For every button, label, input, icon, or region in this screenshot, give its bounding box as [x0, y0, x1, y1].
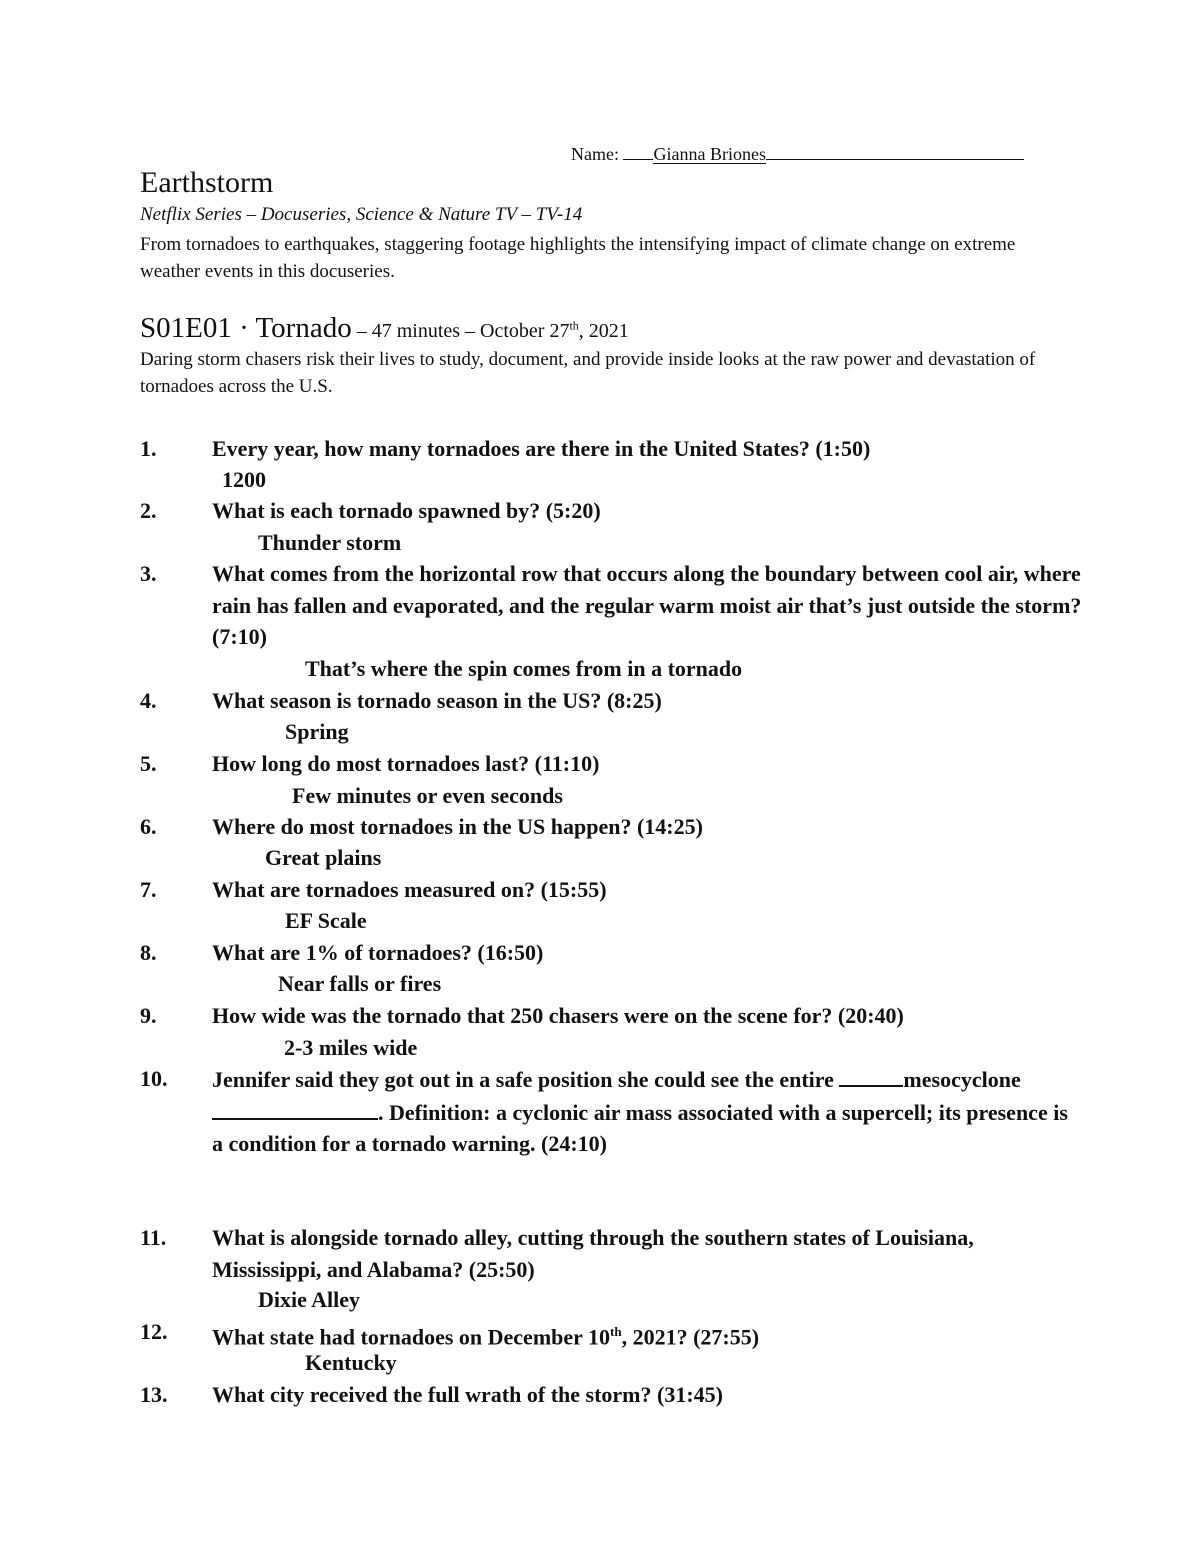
- question-text: How wide was the tornado that 250 chasers were on the scene for? (20:40): [212, 1003, 904, 1028]
- question-text: Where do most tornadoes in the US happen? (14:25): [212, 814, 703, 839]
- answer: Great plains: [265, 845, 382, 870]
- name-underline-trail: [766, 159, 1024, 160]
- question-text: What is alongside tornado alley, cutting through the southern states of Louisiana, Mississippi, and Alabama? (25:50): [212, 1225, 974, 1282]
- question-number: 10.: [140, 1066, 168, 1091]
- answer: 1200: [222, 467, 266, 492]
- name-field: [571, 144, 1024, 165]
- answer: EF Scale: [285, 908, 367, 933]
- answer: Spring: [285, 719, 349, 744]
- question-text: What is each tornado spawned by? (5:20): [212, 498, 601, 523]
- question-number: 2.: [140, 498, 157, 523]
- answer: 2-3 miles wide: [284, 1035, 418, 1060]
- student-name: Gianna Briones: [653, 144, 766, 164]
- fill-blank-trail: [212, 1096, 378, 1120]
- question-number: 8.: [140, 940, 157, 965]
- series-description: From tornadoes to earthquakes, staggering footage highlights the intensifying impact of climate change on extreme weather events in this docuseries.: [140, 234, 1016, 282]
- question-number: 13.: [140, 1382, 168, 1407]
- episode-description: Daring storm chasers risk their lives to study, document, and provide inside looks at the raw power and devastation of tornadoes across the U.S.: [140, 349, 1036, 397]
- question-text: What are tornadoes measured on? (15:55): [212, 877, 607, 902]
- question-number: 6.: [140, 814, 157, 839]
- question-text: How long do most tornadoes last? (11:10): [212, 751, 600, 776]
- episode-meta: – 47 minutes – October 27th, 2021: [351, 318, 629, 342]
- answer: Kentucky: [305, 1350, 397, 1375]
- series-title: Earthstorm: [140, 166, 274, 199]
- question-number: 4.: [140, 688, 157, 713]
- episode-code-title: S01E01 · Tornado: [140, 312, 352, 344]
- question-number: 12.: [140, 1319, 168, 1344]
- answer: That’s where the spin comes from in a tornado: [305, 656, 743, 681]
- question-number: 9.: [140, 1003, 157, 1028]
- fill-in-answer: mesocyclone: [903, 1067, 1021, 1092]
- name-label: Name:: [571, 144, 619, 164]
- question-number: 5.: [140, 751, 157, 776]
- question-text: What season is tornado season in the US? (8:25): [212, 688, 662, 713]
- question-text: Every year, how many tornadoes are there in the United States? (1:50): [212, 436, 871, 461]
- question-text: What are 1% of tornadoes? (16:50): [212, 940, 544, 965]
- episode-heading: [140, 312, 629, 345]
- name-underline-lead: [623, 159, 653, 160]
- question-number: 11.: [140, 1225, 167, 1250]
- question-text: What city received the full wrath of the storm? (31:45): [212, 1382, 723, 1407]
- question-number: 7.: [140, 877, 157, 902]
- question-number: 3.: [140, 561, 157, 586]
- series-subtitle: Netflix Series – Docuseries, Science & Nature TV – TV-14: [140, 204, 583, 225]
- question-text: What state had tornadoes on December 10th, 2021? (27:55): [212, 1324, 760, 1350]
- question-text: Jennifer said they got out in a safe position she could see the entire mesocyclone. Definition: a cyclonic air mass associated with a supercell; its presence is a condition for a tornado warning. (24:10): [212, 1063, 1082, 1160]
- question-text: What comes from the horizontal row that occurs along the boundary between cool air, where rain has fallen and evaporated, and the regular warm moist air that’s just outside the storm? (7:10): [212, 561, 1082, 649]
- answer: Dixie Alley: [258, 1287, 361, 1312]
- question-number: 1.: [140, 436, 157, 461]
- answer: Near falls or fires: [278, 971, 442, 996]
- answer: Thunder storm: [258, 530, 402, 555]
- answer: Few minutes or even seconds: [292, 783, 563, 808]
- fill-blank-lead: [839, 1063, 903, 1087]
